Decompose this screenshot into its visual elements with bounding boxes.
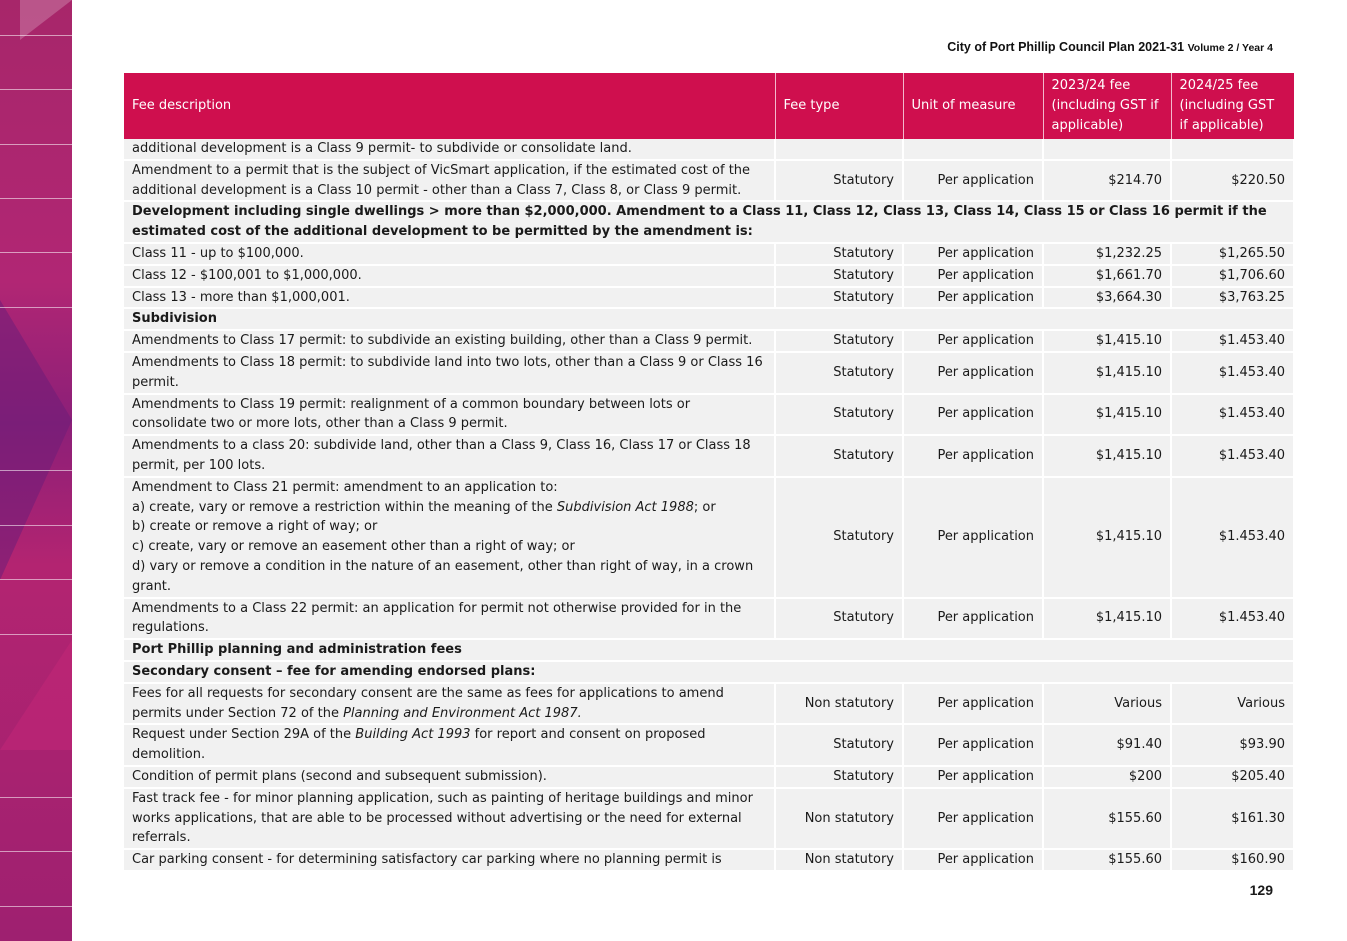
table-row [124, 265, 1294, 287]
fee-description-cell: Class 13 - more than $1,000,001. [124, 287, 775, 309]
fee-2024-25-cell: $3,763.25 [1171, 287, 1294, 309]
fee-2024-25-cell: $1.453.40 [1171, 435, 1294, 477]
fee-description-cell: Amendments to Class 19 permit: realignment of a common boundary between lots or consolidate two or more lots, other than a Class 9 permit. [124, 394, 775, 436]
section-heading: Subdivision [124, 308, 1294, 330]
fee-description-cell: Class 12 - $100,001 to $1,000,000. [124, 265, 775, 287]
fee-description-line: a) create, vary or remove a restriction within the meaning of the Subdivision Act 1988; or [132, 499, 716, 515]
column-header-fee-2024-25: 2024/25 fee (including GST if applicable) [1171, 73, 1294, 139]
fee-2023-24-cell: $1,415.10 [1043, 330, 1171, 352]
fee-description-cell: additional development is a Class 9 permit- to subdivide or consolidate land. [124, 139, 775, 160]
table-row [124, 598, 1294, 640]
fee-2023-24-cell: $214.70 [1043, 160, 1171, 202]
fee-description-cell: Fast track fee - for minor planning application, such as painting of heritage buildings and minor works applications, that are able to be processed without advertising or the need for external referrals. [124, 788, 775, 849]
fee-2024-25-cell: $1.453.40 [1171, 477, 1294, 598]
unit-of-measure-cell: Per application [903, 683, 1043, 725]
fee-2023-24-cell: $1,661.70 [1043, 265, 1171, 287]
fee-2023-24-cell: $155.60 [1043, 849, 1171, 871]
fee-2023-24-cell: Various [1043, 683, 1171, 725]
section-heading-row [124, 201, 1294, 243]
unit-of-measure-cell: Per application [903, 766, 1043, 788]
table-row [124, 287, 1294, 309]
fee-description-cell: Car parking consent - for determining satisfactory car parking where no planning permit is [124, 849, 775, 871]
decorative-sidebar [0, 0, 72, 941]
table-row [124, 724, 1294, 766]
fee-description-cell: Amendments to a Class 22 permit: an application for permit not otherwise provided for in the regulations. [124, 598, 775, 640]
fee-2024-25-cell [1171, 139, 1294, 160]
fee-2023-24-cell: $200 [1043, 766, 1171, 788]
fee-2023-24-cell: $1,415.10 [1043, 352, 1171, 394]
fee-type-cell: Statutory [775, 766, 903, 788]
fee-type-cell: Statutory [775, 394, 903, 436]
fee-type-cell: Statutory [775, 243, 903, 265]
fee-description-cell: Amendments to Class 17 permit: to subdivide an existing building, other than a Class 9 permit. [124, 330, 775, 352]
page-number: 129 [1249, 882, 1273, 898]
table-row [124, 477, 1294, 598]
fee-2024-25-cell: $1.453.40 [1171, 394, 1294, 436]
fee-type-cell: Statutory [775, 265, 903, 287]
fee-type-cell: Statutory [775, 352, 903, 394]
fee-type-cell: Statutory [775, 477, 903, 598]
fee-2023-24-cell: $155.60 [1043, 788, 1171, 849]
table-row [124, 435, 1294, 477]
fee-2023-24-cell: $1,415.10 [1043, 598, 1171, 640]
fee-type-cell: Statutory [775, 435, 903, 477]
fee-2023-24-cell: $1,232.25 [1043, 243, 1171, 265]
fee-description-cell: Amendment to a permit that is the subject of VicSmart application, if the estimated cost of the additional development is a Class 10 permit - other than a Class 7, Class 8, or Class 9 permit. [124, 160, 775, 202]
column-header-fee-description: Fee description [124, 73, 775, 139]
table-row [124, 139, 1294, 160]
table-row [124, 352, 1294, 394]
column-header-unit-of-measure: Unit of measure [903, 73, 1043, 139]
fee-description-cell: Amendments to Class 18 permit: to subdivide land into two lots, other than a Class 9 or Class 16 permit. [124, 352, 775, 394]
table-row [124, 394, 1294, 436]
fee-description-cell: Class 11 - up to $100,000. [124, 243, 775, 265]
unit-of-measure-cell: Per application [903, 724, 1043, 766]
table-row [124, 766, 1294, 788]
table-row [124, 788, 1294, 849]
fee-description-line: Amendment to Class 21 permit: amendment to an application to: [132, 479, 558, 495]
fee-2024-25-cell: $161.30 [1171, 788, 1294, 849]
unit-of-measure-cell: Per application [903, 435, 1043, 477]
column-header-fee-2023-24: 2023/24 fee (including GST if applicable) [1043, 73, 1171, 139]
unit-of-measure-cell: Per application [903, 788, 1043, 849]
fee-2023-24-cell: $1,415.10 [1043, 394, 1171, 436]
fee-2024-25-cell: $1,265.50 [1171, 243, 1294, 265]
fee-2023-24-cell [1043, 139, 1171, 160]
fee-2023-24-cell: $1,415.10 [1043, 435, 1171, 477]
fee-description-cell: Condition of permit plans (second and subsequent submission). [124, 766, 775, 788]
fee-type-cell: Statutory [775, 287, 903, 309]
fee-2024-25-cell: $205.40 [1171, 766, 1294, 788]
table-header-row [124, 73, 1294, 139]
unit-of-measure-cell: Per application [903, 265, 1043, 287]
section-heading: Secondary consent – fee for amending endorsed plans: [124, 661, 1294, 683]
document-volume: Volume 2 / Year 4 [1187, 42, 1273, 54]
fee-type-cell: Statutory [775, 724, 903, 766]
fee-type-cell [775, 139, 903, 160]
table-row [124, 849, 1294, 871]
fee-type-cell: Statutory [775, 598, 903, 640]
fee-2024-25-cell: $93.90 [1171, 724, 1294, 766]
fee-description-cell: Request under Section 29A of the Building Act 1993 for report and consent on proposed demolition. [124, 724, 775, 766]
unit-of-measure-cell: Per application [903, 394, 1043, 436]
fee-type-cell: Non statutory [775, 788, 903, 849]
section-heading-row [124, 639, 1294, 661]
fee-description-cell [124, 477, 775, 598]
fee-description-line: c) create, vary or remove an easement other than a right of way; or [132, 539, 575, 555]
unit-of-measure-cell [903, 139, 1043, 160]
unit-of-measure-cell: Per application [903, 352, 1043, 394]
fee-description-cell: Fees for all requests for secondary consent are the same as fees for applications to amend permits under Section 72 of the Planning and Environment Act 1987. [124, 683, 775, 725]
fee-type-cell: Statutory [775, 160, 903, 202]
table-row [124, 160, 1294, 202]
table-row [124, 683, 1294, 725]
fee-2024-25-cell: $1.453.40 [1171, 352, 1294, 394]
fee-type-cell: Non statutory [775, 849, 903, 871]
fee-description-line: b) create or remove a right of way; or [132, 519, 378, 535]
unit-of-measure-cell: Per application [903, 477, 1043, 598]
fee-2024-25-cell: $1.453.40 [1171, 330, 1294, 352]
document-title: City of Port Phillip Council Plan 2021-31 [947, 40, 1185, 54]
unit-of-measure-cell: Per application [903, 243, 1043, 265]
unit-of-measure-cell: Per application [903, 160, 1043, 202]
section-heading: Port Phillip planning and administration fees [124, 639, 1294, 661]
fee-2024-25-cell: $1.453.40 [1171, 598, 1294, 640]
fees-table [124, 73, 1295, 872]
fee-2023-24-cell: $1,415.10 [1043, 477, 1171, 598]
fee-2023-24-cell: $3,664.30 [1043, 287, 1171, 309]
fee-type-cell: Non statutory [775, 683, 903, 725]
fee-description-line: d) vary or remove a condition in the nature of an easement, other than right of way, in a crown grant. [132, 558, 754, 594]
table-row [124, 330, 1294, 352]
section-heading: Development including single dwellings > more than $2,000,000. Amendment to a Class 11, Class 12, Class 13, Class 14, Class 15 or Class 16 permit if the estimated cost of the additional development to be permitted by the amendment is: [124, 201, 1294, 243]
fee-type-cell: Statutory [775, 330, 903, 352]
unit-of-measure-cell: Per application [903, 849, 1043, 871]
unit-of-measure-cell: Per application [903, 330, 1043, 352]
fee-2024-25-cell: $160.90 [1171, 849, 1294, 871]
fee-2024-25-cell: $220.50 [1171, 160, 1294, 202]
column-header-fee-type: Fee type [775, 73, 903, 139]
fee-description-cell: Amendments to a class 20: subdivide land, other than a Class 9, Class 16, Class 17 or Class 18 permit, per 100 lots. [124, 435, 775, 477]
fee-2023-24-cell: $91.40 [1043, 724, 1171, 766]
unit-of-measure-cell: Per application [903, 598, 1043, 640]
unit-of-measure-cell: Per application [903, 287, 1043, 309]
section-heading-row [124, 661, 1294, 683]
document-header [947, 40, 1273, 54]
fee-2024-25-cell: Various [1171, 683, 1294, 725]
table-row [124, 243, 1294, 265]
fee-2024-25-cell: $1,706.60 [1171, 265, 1294, 287]
section-heading-row [124, 308, 1294, 330]
